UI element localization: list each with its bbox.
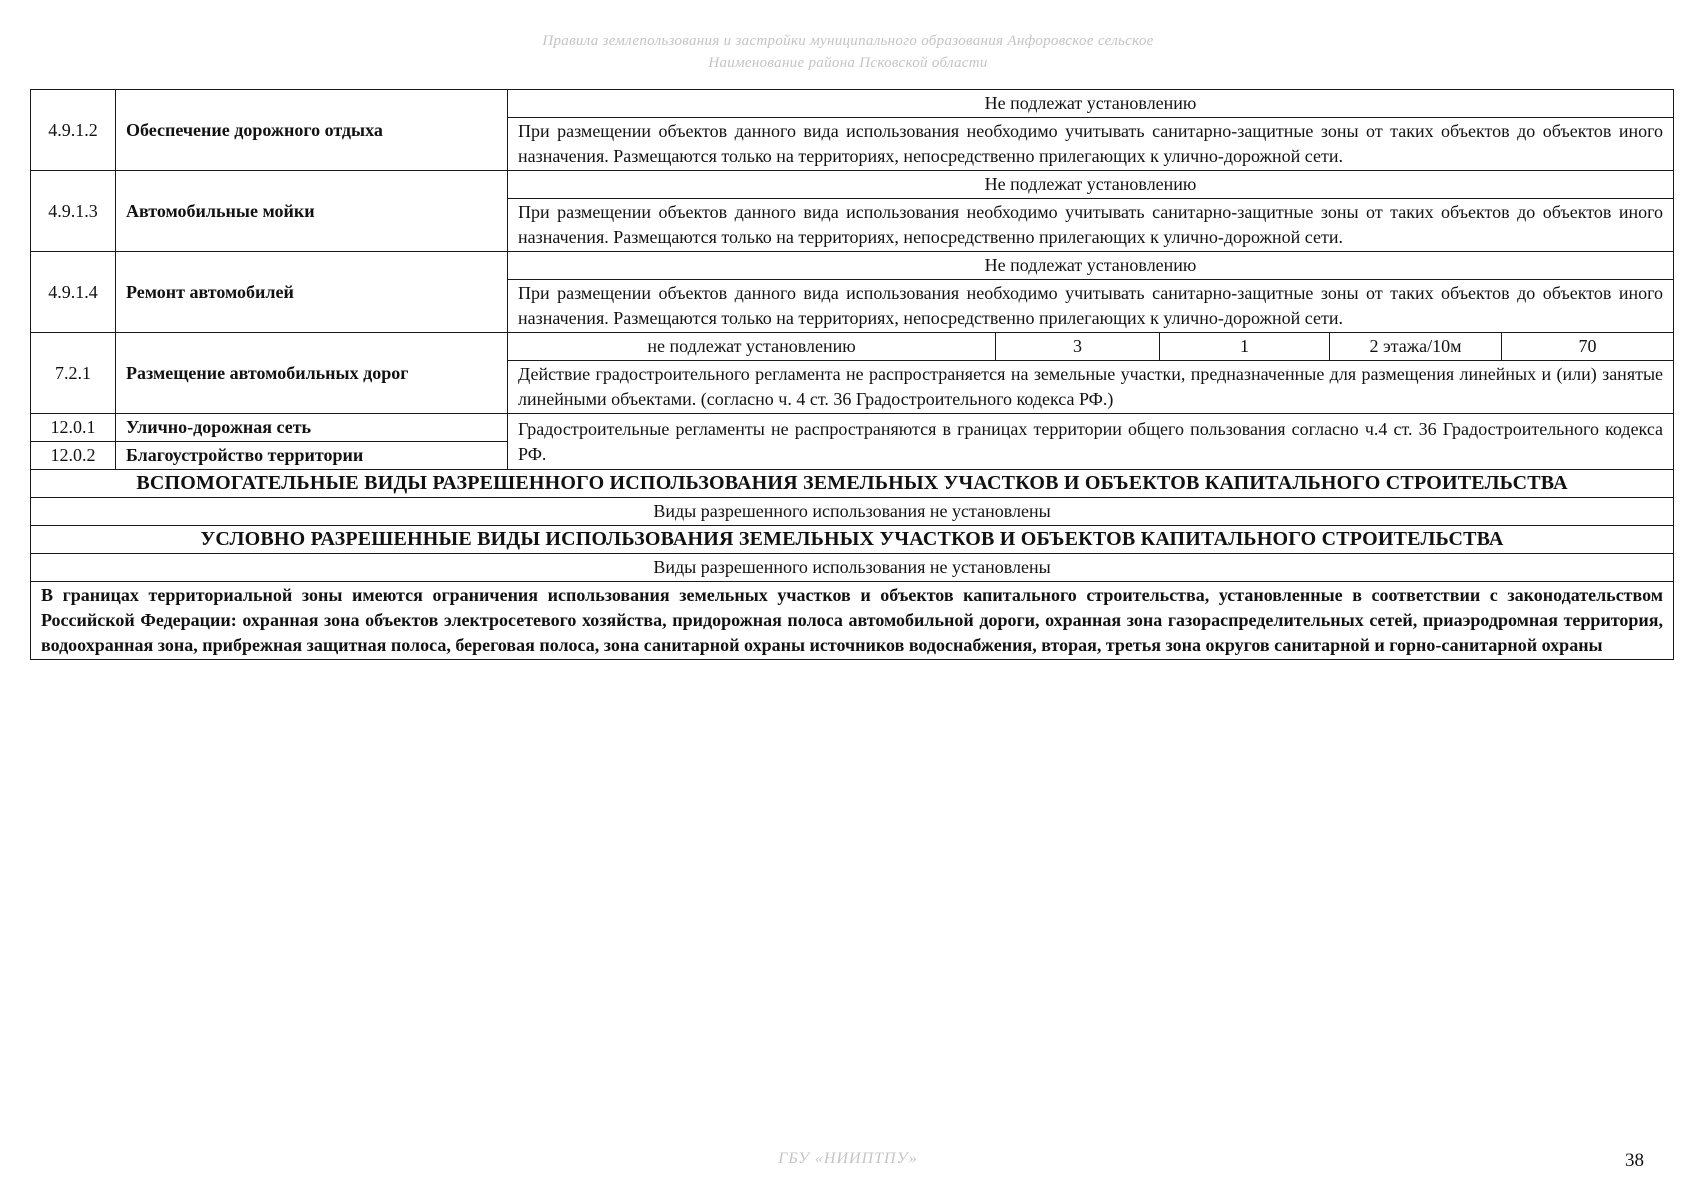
row-code: 4.9.1.3: [31, 171, 116, 252]
section-heading-row: [31, 470, 1674, 498]
row-note: При размещении объектов данного вида использования необходимо учитывать санитарно-защитные зоны от таких объектов до объектов иного назначения. Размещаются только на территориях, непосредственно прилегающих к улично-дорожной сети.: [508, 199, 1674, 252]
header-line-2: Наименование района Псковской области: [708, 55, 988, 71]
row-note: При размещении объектов данного вида использования необходимо учитывать санитарно-защитные зоны от таких объектов до объектов иного назначения. Размещаются только на территориях, непосредственно прилегающих к улично-дорожной сети.: [508, 280, 1674, 333]
row-name: Благоустройство территории: [116, 442, 508, 470]
row-params: Не подлежат установлению: [508, 171, 1674, 199]
page-number: 38: [1625, 1150, 1644, 1171]
header-line-1: Правила землепользования и застройки муниципального образования Анфоровское сельское: [542, 33, 1154, 49]
row-name: Ремонт автомобилей: [116, 252, 508, 333]
table-row: [31, 582, 1674, 660]
row-code: 12.0.1: [31, 414, 116, 442]
restrictions-text: В границах территориальной зоны имеются ограничения использования земельных участков и объектов капитального строительства, установленные в соответствии с законодательством Российской Федерации: охранная зона объектов электросетевого хозяйства, придорожная полоса автомобильной дороги, охранная зона газораспределительных сетей, приаэродромная территория, водоохранная зона, прибрежная защитная полоса, береговая полоса, зона санитарной охраны источников водоснабжения, вторая, третья зона округов санитарной и горно-санитарной охраны: [31, 582, 1674, 660]
row-name: Автомобильные мойки: [116, 171, 508, 252]
table-row: [31, 252, 1674, 280]
row-note: Градостроительные регламенты не распространяются в границах территории общего пользования согласно ч.4 ст. 36 Градостроительного кодекса РФ.: [508, 414, 1674, 470]
row-note: При размещении объектов данного вида использования необходимо учитывать санитарно-защитные зоны от таких объектов до объектов иного назначения. Размещаются только на территориях, непосредственно прилегающих к улично-дорожной сети.: [508, 118, 1674, 171]
cond-section-title: УСЛОВНО РАЗРЕШЕННЫЕ ВИДЫ ИСПОЛЬЗОВАНИЯ ЗЕМЕЛЬНЫХ УЧАСТКОВ И ОБЪЕКТОВ КАПИТАЛЬНОГО СТРОИТЕЛЬСТВА: [31, 526, 1674, 554]
row-name: Обеспечение дорожного отдыха: [116, 90, 508, 171]
row-code: 4.9.1.2: [31, 90, 116, 171]
param-cell: 1: [1160, 333, 1330, 361]
row-code: 4.9.1.4: [31, 252, 116, 333]
cond-section-text: Виды разрешенного использования не установлены: [31, 554, 1674, 582]
row-code: 7.2.1: [31, 333, 116, 414]
param-cell: 2 этажа/10м: [1330, 333, 1502, 361]
param-cell: не подлежат установлению: [508, 333, 996, 361]
section-heading-row: [31, 526, 1674, 554]
row-code: 12.0.2: [31, 442, 116, 470]
page-header: [0, 30, 1696, 74]
row-name: Размещение автомобильных дорог: [116, 333, 508, 414]
table-row: [31, 171, 1674, 199]
param-cell: 70: [1502, 333, 1674, 361]
param-cell: 3: [996, 333, 1160, 361]
aux-section-title: ВСПОМОГАТЕЛЬНЫЕ ВИДЫ РАЗРЕШЕННОГО ИСПОЛЬЗОВАНИЯ ЗЕМЕЛЬНЫХ УЧАСТКОВ И ОБЪЕКТОВ КАПИТАЛЬНОГО СТРОИТЕЛЬСТВА: [31, 470, 1674, 498]
table-row: [31, 498, 1674, 526]
row-params: Не подлежат установлению: [508, 252, 1674, 280]
table-row: [31, 414, 1674, 442]
footer-org: ГБУ «НИИПТПУ»: [778, 1150, 918, 1167]
regulations-table: [30, 89, 1674, 660]
row-name: Улично-дорожная сеть: [116, 414, 508, 442]
aux-section-text: Виды разрешенного использования не установлены: [31, 498, 1674, 526]
table-row: [31, 554, 1674, 582]
row-params: Не подлежат установлению: [508, 90, 1674, 118]
row-note: Действие градостроительного регламента не распространяется на земельные участки, предназначенные для размещения линейных и (или) занятые линейными объектами. (согласно ч. 4 ст. 36 Градостроительного кодекса РФ.): [508, 361, 1674, 414]
table-row: [31, 90, 1674, 118]
table-row: [31, 333, 1674, 361]
